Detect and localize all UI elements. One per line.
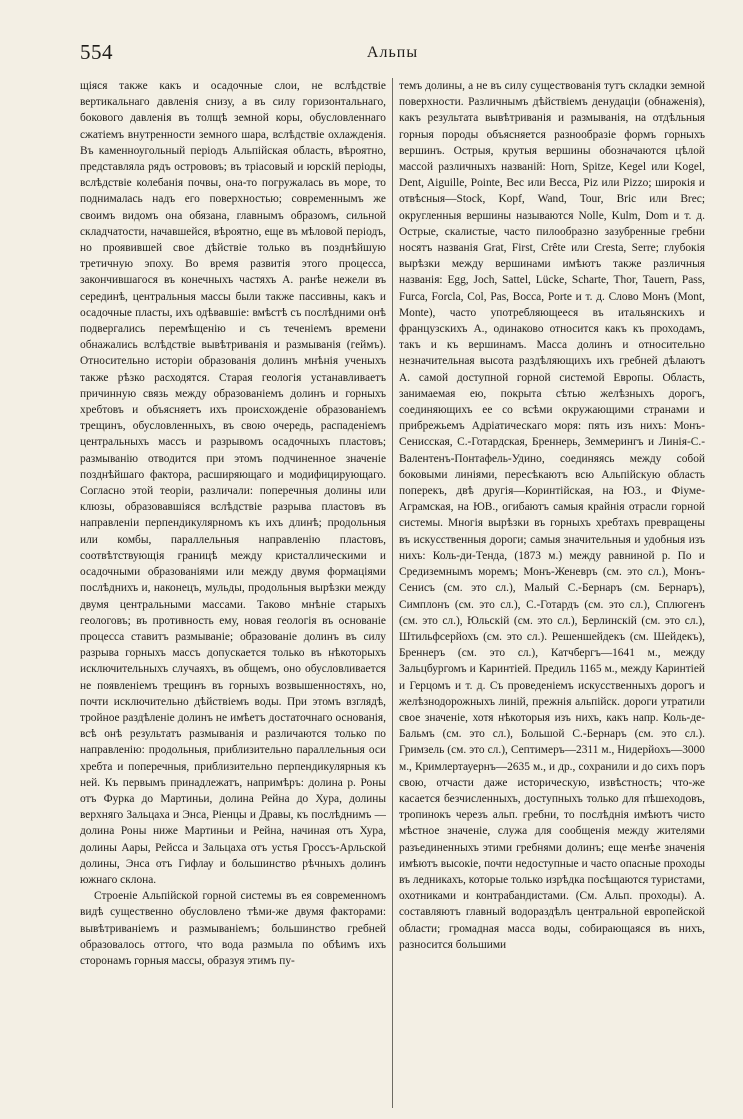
left-paragraph-1: щіяся также какъ и осадочные слои, не вслѣдствіе вертикальнаго давленія снизу, а въ силу горизонтальнаго, бокового давленія въ толщѣ земной коры, обусловленнаго сжатіемъ внутренности земного шара, вслѣдствіе охлажденія. Въ каменноугольный періодъ Альпійская область, вѣроятно, представляла рядъ острововъ; въ тріасовый и юрскій періоды, вслѣдствіе колебанія почвы, она-то погружалась въ море, то поднималась надъ его поверхностью; современнымъ же своимъ видомъ она обязана, главнымъ образомъ, сильной складчатости, начавшейся, вѣроятно, еще въ мѣловой періодъ, но проявившей свое дѣйствіе только въ позднѣйшую третичную эпоху. Во время развитія этого процесса, закончившагося въ конечныхъ частяхъ А. ранѣе нежели въ серединѣ, центральныя массы были также пассивны, какъ и осадочные пласты, ихъ одѣвавшіе: вмѣстѣ съ послѣдними онѣ подвергались перемѣщенію и съ теченіемъ времени обнажались вслѣдствіе вывѣтриванія и размыванія (геймъ). Относительно исторіи образованія долинъ мнѣнія ученыхъ также рѣзко расходятся. Старая геологія устанавливаетъ причинную связь между образованіемъ долинъ и горныхъ хребтовъ и объясняетъ ихъ происхожденіе образованіемъ трещинъ, обусловленныхъ, въ свою очередь, распаденіемъ центральныхъ массъ и разрывомъ осадочныхъ пластовъ; размыванію отводится при этомъ подчиненное значеніе позднѣйшаго фактора, расширяющаго и модифицирующаго. Согласно этой теоріи, различали: поперечныя долины или клюзы, образовавшіяся вслѣдствіе разрыва пластовъ въ направленіи перпендикулярномъ къ ихъ длинѣ; продольныя или комбы, параллельныя направленію пластовъ, соотвѣтствующія границѣ между кристаллическими и осадочными образованіями или между двумя формаціями послѣднихъ и, наконецъ, мульды, продольныя вырѣзки между двумя центральными массами. Таково мнѣніе старыхъ геологовъ; въ противность ему, новая геологія въ основаніе процесса ставитъ размываніе; образованіе долинъ въ силу разрыва горныхъ массъ допускается только въ нѣкоторыхъ исключительныхъ случаяхъ, въ общемъ, оно обусловливается не появленіемъ трещинъ въ горныхъ возвышенностяхъ, но, почти исключительно дѣйствіемъ воды. При этомъ взглядѣ, тройное раздѣленіе долинъ не имѣетъ достаточнаго основанія, всѣ онѣ результатъ размыванія и различаются только по направленію: продольныя, приблизительно параллельныя оси хребта и поперечныя, приблизительно перпендикулярныя къ ней. Къ первымъ принадлежатъ, напримѣръ: долина р. Роны отъ Фурка до Мартиньи, долина Рейна до Хура, долины верхняго Зальцаха и Энса, Ріенцы и Дравы, къ послѣднимъ — долина Роны ниже Мартиньи и Рейна, начиная отъ Хура, долины Аары, Рейсса и Зальцаха отъ устья Гроссъ-Арльской долины, Энса отъ Гифлау и большинство рѣчныхъ долинъ южнаго склона.	[80, 80, 386, 886]
running-head: Альпы	[366, 44, 419, 61]
left-paragraph-2: Строеніе Альпійской горной системы въ ея современномъ видѣ существенно обусловлено тѣми-же двумя факторами: вывѣтриваніемъ и размываніемъ; большинство гребней образовалось оттого, что вода размыла по обѣимъ ихъ сторонамъ горныя массы, образуя этимъ пу-	[80, 890, 386, 967]
page-header	[80, 40, 705, 70]
right-paragraph-1: темъ долины, а не въ силу существованія тутъ складки земной поверхности. Различнымъ дѣйствіемъ денудаціи (обнаженія), какъ результата вывѣтриванія и размыванія, на отдѣльныя горныя породы объясняется разнообразіе формъ горныхъ вершинъ. Острыя, крутыя вершины обозначаются цѣлой массой различныхъ названій: Horn, Spitze, Kegel или Kogel, Dent, Aiguille, Pointe, Bec или Becca, Piz или Pizzo; широкія и отвѣсныя—Stock, Kopf, Wand, Tour, Bric или Brec; округленныя вершины называются Nolle, Kulm, Dom и т. д. Острые, скалистые, часто пилообразно зазубренные гребни носятъ названія Grat, First, Crête или Cresta, Serre; глубокія вырѣзки между вершинами имѣютъ также различныя названія: Egg, Joch, Sattel, Lücke, Scharte, Thor, Tauern, Pass, Furca, Forcla, Col, Pas, Bocca, Porte и т. д. Слово Монъ (Mont, Monte), часто употребляющееся въ итальянскихъ и французскихъ А., одинаково относится какъ къ проходамъ, такъ и къ вершинамъ. Масса долинъ и относительно незначительная высота раздѣляющихъ ихъ гребней дѣлаютъ А. самой доступной горной системой Европы. Область, занимаемая ею, покрыта сѣтью желѣзныхъ дорогъ, соединяющихъ ее со всѣми окружающими странами и прибрежьемъ Адріатическаго моря: пять изъ нихъ: Монъ-Сенисская, С.-Готардская, Бреннерь, Земмерингъ и Линія-С.-Валентенъ-Понтафель-Удино, соединяясь между собой боковыми линіями, пересѣкаютъ всю Альпійскую область поперекъ, двѣ другія—Коринтійская, на ЮЗ., и Фіуме-Аграмская, на ЮВ., огибаютъ самыя крайнія отрасли горной системы. Многія вырѣзки въ горныхъ хребтахъ превращены въ искусственныя дороги; самыя значительныя и удобныя изъ нихъ: Коль-ди-Тенда, (1873 м.) между равниной р. По и Средиземнымъ моремъ; Монъ-Женевръ (см. это сл.), Монъ-Сенисъ (см. это сл.), Малый С.-Бернаръ (см. Бернаръ), Симплонъ (см. это сл.), С.-Готардъ (см. это сл.), Сплюгенъ (см. это сл.), Юльскій (см. это сл.), Берлинскій (см. это сл.), Штильфсерйохъ (см. это сл.). Решеншейдекъ (см. Шейдекъ), Бреннеръ (см. это сл.), Катчбергъ—1641 м., между Зальцбургомъ и Каринтіей. Предиль 1165 м., между Каринтіей и Герцомъ и т. д. Съ проведеніемъ искусственныхъ дорогъ и желѣзнодорожныхъ линій, прежнія альпійск. дороги утратили свое значеніе, хотя нѣкоторыя изъ нихъ, какъ напр. Коль-де-Бальмъ (см. это сл.), Большой С.-Бернаръ (см. это сл.). Гримзель (см. это сл.), Септимеръ—2311 м., Нидерйохъ—3000 м., Кримлертауернъ—2635 м., и др., сохранили и до сихъ поръ свою, отчасти даже историческую, извѣстность; что-же касается безчисленныхъ, доступныхъ только для пѣшеходовъ, тропинокъ черезъ альп. гребни, то послѣднія имѣютъ чисто мѣстное значеніе, служа для сообщенія между жителями разъединенныхъ этими гребнями долинъ; еще менѣе значенія имѣютъ высокіе, почти недоступные и часто опасные проходы въ ледникахъ, которые только изрѣдка посѣщаются туристами, охотниками и контрабандистами. (См. Альп. проходы). А. составляютъ главный водораздѣлъ центральной европейской области; громадная масса воды, собирающаяся въ нихъ, разносится большими	[399, 80, 705, 951]
text-columns	[80, 78, 705, 1108]
left-column	[80, 78, 386, 1108]
page-number: 554	[80, 40, 113, 64]
right-column	[399, 78, 705, 1108]
column-divider	[392, 78, 393, 1108]
